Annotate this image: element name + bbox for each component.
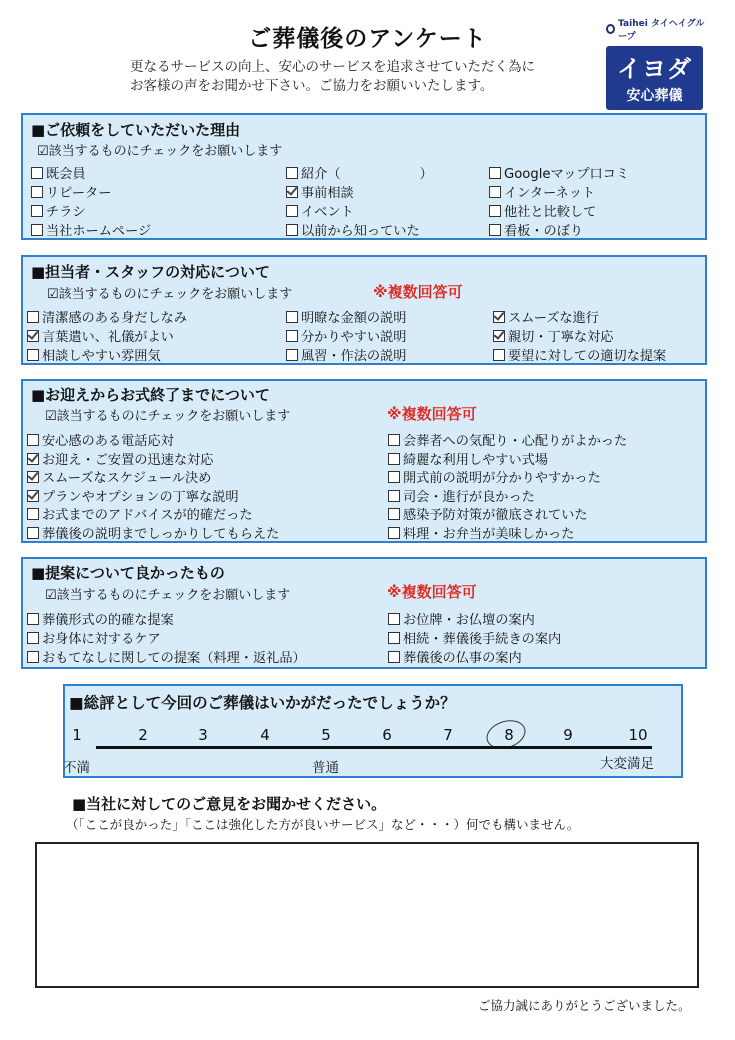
section-note: ☑該当するものにチェックをお願いします: [45, 588, 291, 603]
option-item[interactable]: 紹介（ ）: [286, 163, 433, 182]
checkbox[interactable]: [27, 311, 39, 323]
option-item[interactable]: 葬儀後の説明までしっかりしてもらえた: [27, 523, 279, 542]
checkbox[interactable]: [27, 453, 39, 465]
opinion-textarea[interactable]: [35, 842, 699, 988]
option-item[interactable]: お式までのアドバイスが的確だった: [27, 504, 279, 523]
checkbox[interactable]: [493, 311, 505, 323]
option-item[interactable]: リピーター: [31, 182, 151, 201]
option-item[interactable]: おもてなしに関しての提案（料理・返礼品）: [27, 647, 306, 666]
checkbox[interactable]: [27, 651, 39, 663]
logo-main: イヨダ: [617, 55, 692, 83]
option-item[interactable]: 明瞭な金額の説明: [286, 307, 407, 326]
checkbox[interactable]: [388, 453, 400, 465]
checkbox[interactable]: [286, 205, 298, 217]
option-item[interactable]: お身体に対するケア: [27, 628, 306, 647]
option-column: [27, 430, 279, 542]
option-column: [489, 163, 629, 239]
checkbox[interactable]: [27, 349, 39, 361]
thanks-note: ご協力誠にありがとうございました。: [478, 998, 691, 1013]
checkbox[interactable]: [388, 490, 400, 502]
option-item[interactable]: 料理・お弁当が美味しかった: [388, 523, 627, 542]
option-column: [493, 307, 666, 364]
option-item[interactable]: チラシ: [31, 201, 151, 220]
opinion-question: ■当社に対してのご意見をお聞かせください。: [72, 795, 387, 813]
option-item[interactable]: 親切・丁寧な対応: [493, 326, 666, 345]
option-item[interactable]: 相談しやすい雰囲気: [27, 345, 187, 364]
section-note: ☑該当するものにチェックをお願いします: [47, 287, 293, 302]
option-item[interactable]: 言葉遣い、礼儀がよい: [27, 326, 187, 345]
checkbox[interactable]: [489, 205, 501, 217]
section-heading: ■お迎えからお式終了までについて: [31, 386, 270, 404]
checkbox[interactable]: [31, 224, 43, 236]
checkbox[interactable]: [27, 508, 39, 520]
checkbox[interactable]: [27, 330, 39, 342]
checkbox[interactable]: [388, 632, 400, 644]
checkbox[interactable]: [388, 508, 400, 520]
rating-option-3[interactable]: 3: [198, 726, 208, 744]
multiple-answers-note: ※複数回答可: [373, 283, 463, 301]
checkbox[interactable]: [27, 613, 39, 625]
option-item[interactable]: お位牌・お仏壇の案内: [388, 609, 561, 628]
checkbox[interactable]: [27, 527, 39, 539]
checkbox[interactable]: [286, 167, 298, 179]
scale-low-label: 不満: [63, 760, 90, 776]
rating-option-5[interactable]: 5: [321, 726, 331, 744]
scale-line: [96, 746, 652, 749]
option-column: [27, 307, 187, 364]
option-item[interactable]: 看板・のぼり: [489, 220, 629, 239]
section-heading: ■担当者・スタッフの対応について: [31, 263, 270, 281]
option-item[interactable]: 司会・進行が良かった: [388, 486, 627, 505]
checkbox[interactable]: [489, 186, 501, 198]
rating-option-7[interactable]: 7: [443, 726, 453, 744]
option-item[interactable]: 葬儀後の仏事の案内: [388, 647, 561, 666]
checkbox[interactable]: [286, 311, 298, 323]
option-item[interactable]: 要望に対しての適切な提案: [493, 345, 666, 364]
option-item[interactable]: イベント: [286, 201, 433, 220]
intro-text: [130, 58, 535, 96]
option-column: [388, 430, 627, 542]
option-column: [388, 609, 561, 666]
intro-line-2: お客様の声をお聞かせ下さい。ご協力をお願いいたします。: [130, 78, 494, 94]
checkbox[interactable]: [493, 330, 505, 342]
scale-high-label: 大変満足: [600, 756, 654, 772]
rating-option-4[interactable]: 4: [260, 726, 270, 744]
option-item[interactable]: スムーズな進行: [493, 307, 666, 326]
rating-option-9[interactable]: 9: [563, 726, 573, 744]
scale-mid-label: 普通: [312, 760, 339, 776]
checkbox[interactable]: [388, 651, 400, 663]
section-ceremony: [21, 379, 707, 543]
group-name: [606, 16, 706, 42]
logo-sub: 安心葬儀: [626, 88, 683, 104]
option-item[interactable]: 清潔感のある身だしなみ: [27, 307, 187, 326]
checkbox[interactable]: [388, 434, 400, 446]
option-column: [31, 163, 151, 239]
option-item[interactable]: 会葬者への気配り・心配りがよかった: [388, 430, 627, 449]
checkbox[interactable]: [27, 434, 39, 446]
checkbox[interactable]: [489, 224, 501, 236]
option-item[interactable]: 以前から知っていた: [286, 220, 433, 239]
checkbox[interactable]: [489, 167, 501, 179]
logo-box: [606, 46, 703, 110]
option-item[interactable]: 感染予防対策が徹底されていた: [388, 504, 627, 523]
option-item[interactable]: 風習・作法の説明: [286, 345, 407, 364]
rating-option-8[interactable]: 8: [504, 726, 514, 744]
section-staff: [21, 255, 707, 365]
option-item[interactable]: お迎え・ご安置の迅速な対応: [27, 449, 279, 468]
option-item[interactable]: インターネット: [489, 182, 629, 201]
checkbox[interactable]: [27, 490, 39, 502]
option-item[interactable]: Googleマップ口コミ: [489, 163, 629, 182]
multiple-answers-note: ※複数回答可: [387, 583, 477, 601]
checkbox[interactable]: [31, 186, 43, 198]
rating-option-2[interactable]: 2: [138, 726, 148, 744]
section-reason: [21, 113, 707, 240]
option-item[interactable]: 安心感のある電話応対: [27, 430, 279, 449]
option-column: [27, 609, 306, 666]
option-item[interactable]: 綺麗な利用しやすい式場: [388, 449, 627, 468]
section-heading: ■提案について良かったもの: [31, 564, 225, 582]
company-logo: [606, 16, 706, 110]
opinion-hint: （「ここが良かった」「ここは強化した方が良いサービス」など・・・）何でも構いません。: [66, 817, 580, 832]
section-heading: ■ご依頼をしていただいた理由: [31, 121, 241, 139]
multiple-answers-note: ※複数回答可: [387, 405, 477, 423]
checkbox[interactable]: [388, 527, 400, 539]
rating-option-1[interactable]: 1: [72, 726, 82, 744]
option-item[interactable]: 葬儀形式の的確な提案: [27, 609, 306, 628]
option-item[interactable]: 開式前の説明が分かりやすかった: [388, 467, 627, 486]
rating-option-6[interactable]: 6: [382, 726, 392, 744]
option-item[interactable]: 事前相談: [286, 182, 433, 201]
intro-line-1: 更なるサービスの向上、安心のサービスを追求させていただく為に: [130, 59, 535, 75]
page-title: ご葬儀後のアンケート: [248, 26, 487, 52]
checkbox[interactable]: [286, 224, 298, 236]
checkbox[interactable]: [286, 186, 298, 198]
checkbox[interactable]: [31, 205, 43, 217]
checkbox[interactable]: [493, 349, 505, 361]
group-label: Taihei タイヘイグループ: [618, 19, 705, 42]
checkbox[interactable]: [388, 471, 400, 483]
checkbox[interactable]: [286, 330, 298, 342]
section-note: ☑該当するものにチェックをお願いします: [37, 144, 283, 159]
taihei-mark-icon: [606, 24, 615, 34]
option-item[interactable]: スムーズなスケジュール決め: [27, 467, 279, 486]
section-proposal: [21, 557, 707, 669]
rating-question: ■総評として今回のご葬儀はいかがだったでしょうか？: [69, 694, 456, 712]
option-item[interactable]: 相続・葬儀後手続きの案内: [388, 628, 561, 647]
rating-option-10[interactable]: 10: [628, 726, 648, 744]
checkbox[interactable]: [286, 349, 298, 361]
option-item[interactable]: プランやオプションの丁寧な説明: [27, 486, 279, 505]
option-item[interactable]: 既会員: [31, 163, 151, 182]
checkbox[interactable]: [31, 167, 43, 179]
option-column: [286, 163, 433, 239]
checkbox[interactable]: [27, 471, 39, 483]
option-item[interactable]: 当社ホームページ: [31, 220, 151, 239]
option-item[interactable]: 他社と比較して: [489, 201, 629, 220]
option-column: [286, 307, 407, 364]
rating-section: [63, 684, 683, 778]
option-item[interactable]: 分かりやすい説明: [286, 326, 407, 345]
checkbox[interactable]: [388, 613, 400, 625]
section-note: ☑該当するものにチェックをお願いします: [45, 409, 291, 424]
checkbox[interactable]: [27, 632, 39, 644]
